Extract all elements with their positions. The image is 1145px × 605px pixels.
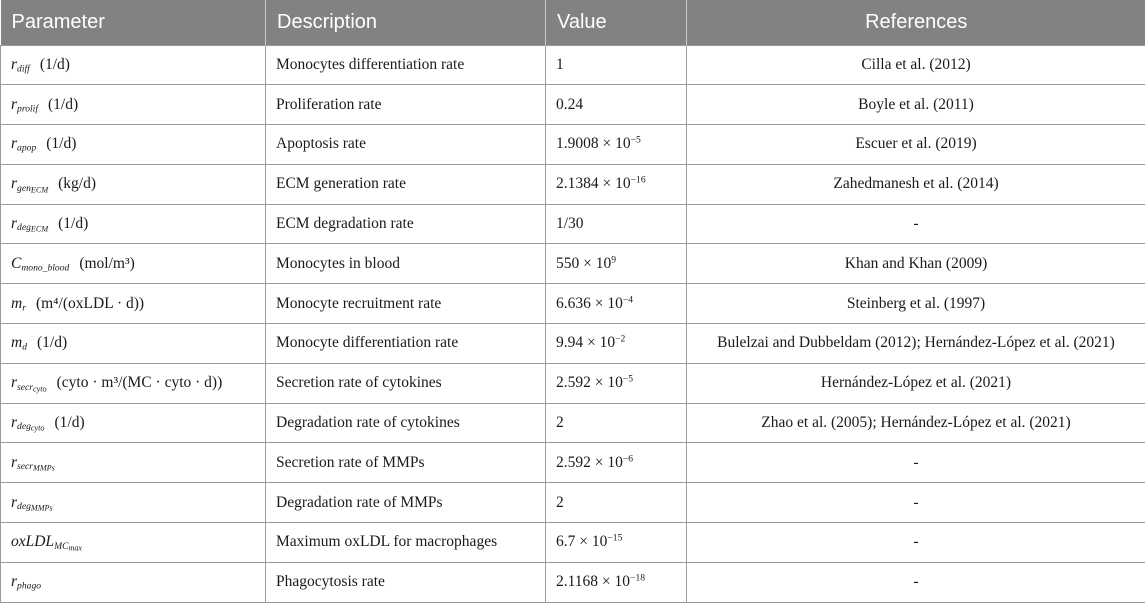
- value-mantissa: 9.94 × 10: [556, 334, 616, 352]
- value-mantissa: 1: [556, 55, 564, 73]
- description-cell: ECM generation rate: [266, 164, 546, 204]
- description-cell: Monocyte differentiation rate: [266, 324, 546, 364]
- parameter-unit: (1/d): [48, 95, 79, 113]
- parameter-symbol: r: [11, 493, 18, 511]
- parameter-sub-subscript: ECM: [30, 185, 49, 195]
- parameter-unit: (1/d): [37, 334, 68, 352]
- parameter-symbol: r: [11, 135, 18, 153]
- parameter-symbol: r: [11, 95, 18, 113]
- reference-cell: Boyle et al. (2011): [687, 85, 1145, 125]
- parameter-cell: [1, 204, 266, 244]
- parameter-cell: [1, 443, 266, 483]
- parameter-subscript-text: prolif: [17, 103, 39, 115]
- value-cell: [546, 324, 687, 364]
- parameter-cell: [1, 562, 266, 602]
- parameter-subscript-text: apop: [17, 142, 37, 154]
- table-row: [1, 164, 1145, 204]
- description-cell: Proliferation rate: [266, 85, 546, 125]
- table-body: [1, 45, 1145, 602]
- value-mantissa: 2.1384 × 10: [556, 175, 631, 193]
- value-exponent: −6: [622, 453, 634, 465]
- table-row: [1, 45, 1145, 85]
- parameter-symbol: oxLDL: [11, 533, 55, 551]
- parameter-unit: (1/d): [58, 215, 89, 233]
- reference-cell: Zhao et al. (2005); Hernández-López et al. (2021): [687, 403, 1145, 443]
- parameter-sub-subscript: MMPs: [33, 463, 55, 473]
- description-cell: Degradation rate of cytokines: [266, 403, 546, 443]
- parameter-symbol: r: [11, 573, 18, 591]
- value-cell: [546, 85, 687, 125]
- reference-cell: Zahedmanesh et al. (2014): [687, 164, 1145, 204]
- parameter-unit: (1/d): [39, 55, 70, 73]
- parameter-subscript-text: deg: [17, 421, 31, 433]
- parameter-subscript: [17, 143, 36, 154]
- parameter-cell: [1, 45, 266, 85]
- description-cell: Secretion rate of MMPs: [266, 443, 546, 483]
- description-cell: Monocyte recruitment rate: [266, 284, 546, 324]
- reference-cell: Khan and Khan (2009): [687, 244, 1145, 284]
- value-mantissa: 550 × 10: [556, 254, 612, 272]
- description-cell: Degradation rate of MMPs: [266, 483, 546, 523]
- parameter-subscript-text: secr: [17, 381, 34, 393]
- value-exponent: −18: [630, 572, 646, 584]
- parameter-subscript: [17, 222, 48, 233]
- table-row: [1, 363, 1145, 403]
- table-row: [1, 204, 1145, 244]
- parameter-subscript: [22, 302, 26, 313]
- value-cell: [546, 45, 687, 85]
- value-cell: [546, 204, 687, 244]
- parameter-subscript-text: d: [22, 341, 27, 353]
- parameter-symbol: r: [11, 414, 18, 432]
- parameter-cell: [1, 85, 266, 125]
- parameter-subscript: [17, 501, 53, 512]
- parameter-subscript-text: gen: [17, 182, 31, 194]
- parameter-unit: (1/d): [46, 135, 77, 153]
- description-cell: Maximum oxLDL for macrophages: [266, 523, 546, 563]
- parameter-subscript: [21, 262, 69, 273]
- value-cell: [546, 523, 687, 563]
- parameter-symbol: r: [11, 55, 18, 73]
- parameter-subscript: [22, 342, 27, 353]
- parameter-subscript-text: MC: [54, 540, 69, 552]
- value-mantissa: 1.9008 × 10: [556, 135, 631, 153]
- parameter-symbol: m: [11, 294, 23, 312]
- table-header: [1, 0, 1145, 45]
- value-cell: [546, 125, 687, 165]
- parameter-unit: (m⁴/(oxLDL · d)): [35, 294, 145, 312]
- header-row: [1, 0, 1145, 45]
- value-exponent: 9: [611, 254, 617, 266]
- value-mantissa: 6.7 × 10: [556, 533, 608, 551]
- parameter-unit: (cyto · m³/(MC · cyto · d)): [56, 374, 223, 392]
- parameter-subscript: [17, 461, 55, 472]
- description-cell: ECM degradation rate: [266, 204, 546, 244]
- value-mantissa: 2: [556, 414, 564, 432]
- parameter-symbol: m: [11, 334, 23, 352]
- parameter-subscript: [17, 581, 41, 592]
- header-description: Description: [266, 0, 546, 45]
- value-cell: [546, 483, 687, 523]
- value-mantissa: 2.592 × 10: [556, 374, 623, 392]
- parameter-sub-subscript: max: [68, 543, 83, 553]
- description-cell: Phagocytosis rate: [266, 562, 546, 602]
- value-mantissa: 2.1168 × 10: [556, 573, 631, 591]
- parameter-subscript: [54, 541, 82, 552]
- value-cell: [546, 403, 687, 443]
- value-cell: [546, 164, 687, 204]
- parameter-subscript: [17, 421, 44, 432]
- value-cell: [546, 363, 687, 403]
- parameter-cell: [1, 164, 266, 204]
- header-parameter: Parameter: [1, 0, 266, 45]
- value-cell: [546, 443, 687, 483]
- parameter-unit: (kg/d): [58, 175, 97, 193]
- parameter-cell: [1, 403, 266, 443]
- value-exponent: −5: [630, 135, 641, 147]
- table-row: [1, 562, 1145, 602]
- parameter-subscript-text: secr: [17, 461, 34, 473]
- parameter-subscript-text: phago: [17, 580, 42, 592]
- parameter-subscript: [17, 183, 48, 194]
- table-row: [1, 244, 1145, 284]
- parameter-sub-subscript: cyto: [33, 384, 47, 394]
- value-mantissa: 2.592 × 10: [556, 453, 623, 471]
- parameter-symbol: r: [11, 215, 18, 233]
- value-exponent: −16: [630, 175, 646, 186]
- value-cell: [546, 284, 687, 324]
- parameter-unit: (1/d): [54, 414, 85, 432]
- table-row: [1, 483, 1145, 523]
- parameter-subscript: [17, 63, 30, 74]
- parameter-subscript-text: diff: [17, 63, 30, 75]
- description-cell: Secretion rate of cytokines: [266, 363, 546, 403]
- reference-cell: Hernández-López et al. (2021): [687, 363, 1145, 403]
- description-cell: Monocytes differentiation rate: [266, 45, 546, 85]
- reference-cell: -: [687, 562, 1145, 602]
- reference-cell: -: [687, 204, 1145, 244]
- parameter-cell: [1, 324, 266, 364]
- reference-cell: Cilla et al. (2012): [687, 45, 1145, 85]
- parameter-sub-subscript: cyto: [30, 424, 45, 434]
- parameter-subscript-text: deg: [17, 501, 31, 513]
- reference-cell: Escuer et al. (2019): [687, 125, 1145, 165]
- parameter-subscript-text: mono_blood: [21, 262, 70, 274]
- description-cell: Monocytes in blood: [266, 244, 546, 284]
- parameter-sub-subscript: MMPs: [30, 503, 53, 513]
- reference-cell: Steinberg et al. (1997): [687, 284, 1145, 324]
- table-row: [1, 403, 1145, 443]
- parameter-subscript: [17, 103, 38, 114]
- table-row: [1, 85, 1145, 125]
- parameter-symbol: r: [11, 374, 18, 392]
- parameter-subscript: [17, 382, 47, 393]
- parameter-cell: [1, 523, 266, 563]
- parameter-cell: [1, 244, 266, 284]
- reference-cell: Bulelzai and Dubbeldam (2012); Hernández-López et al. (2021): [687, 324, 1145, 364]
- parameter-symbol: C: [11, 254, 22, 272]
- value-exponent: −5: [622, 373, 634, 385]
- parameter-subscript-text: deg: [17, 222, 31, 234]
- value-mantissa: 2: [556, 493, 564, 511]
- parameter-cell: [1, 483, 266, 523]
- parameter-unit: (mol/m³): [79, 254, 135, 272]
- parameter-cell: [1, 284, 266, 324]
- parameter-cell: [1, 125, 266, 165]
- parameter-subscript-text: r: [22, 302, 26, 314]
- header-value: Value: [546, 0, 687, 45]
- value-exponent: −15: [607, 533, 623, 545]
- reference-cell: -: [687, 523, 1145, 563]
- parameter-symbol: r: [11, 175, 18, 193]
- table-row: [1, 443, 1145, 483]
- table-row: [1, 284, 1145, 324]
- header-references: References: [687, 0, 1145, 45]
- value-cell: [546, 562, 687, 602]
- table-row: [1, 125, 1145, 165]
- value-mantissa: 6.636 × 10: [556, 294, 623, 312]
- value-mantissa: 1/30: [556, 215, 584, 233]
- table-row: [1, 523, 1145, 563]
- reference-cell: -: [687, 443, 1145, 483]
- value-cell: [546, 244, 687, 284]
- parameter-cell: [1, 363, 266, 403]
- value-exponent: −4: [622, 294, 634, 306]
- value-exponent: −2: [615, 334, 626, 346]
- value-mantissa: 0.24: [556, 95, 584, 113]
- parameter-sub-subscript: ECM: [30, 225, 49, 235]
- description-cell: Apoptosis rate: [266, 125, 546, 165]
- reference-cell: -: [687, 483, 1145, 523]
- parameter-symbol: r: [11, 453, 18, 471]
- table-row: [1, 324, 1145, 364]
